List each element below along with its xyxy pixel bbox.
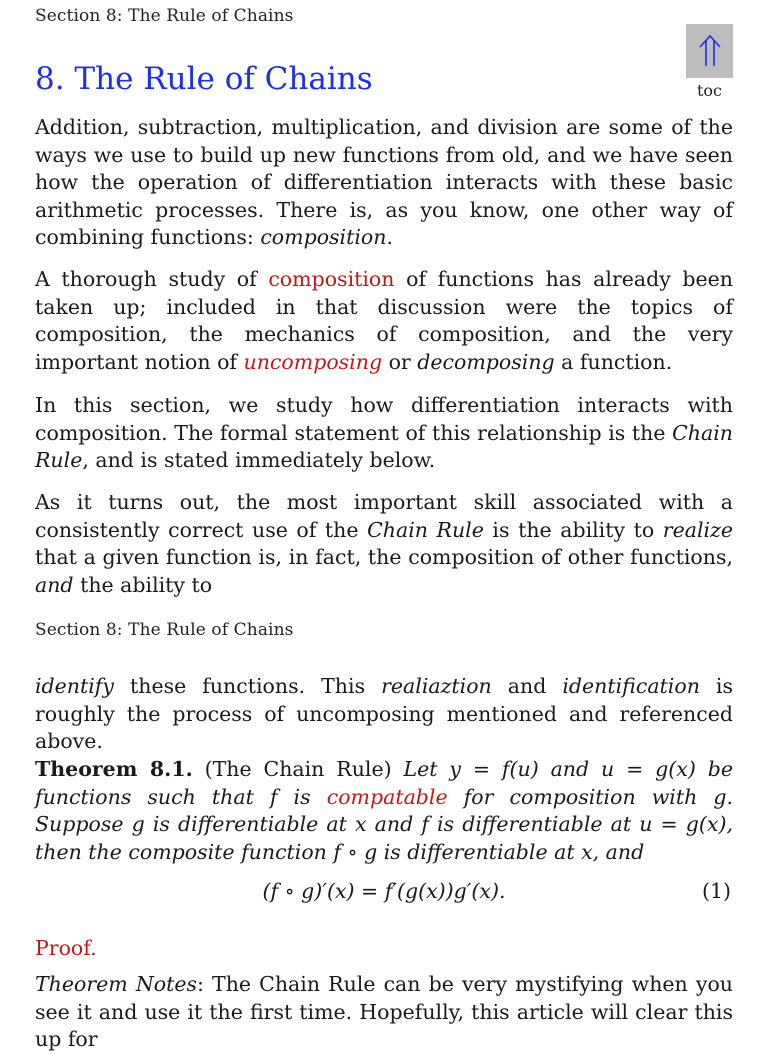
- text: that a given function is, in fact, the composition of other functions,: [35, 545, 733, 570]
- emphasis: realize: [662, 517, 733, 542]
- paragraph-skill: [35, 489, 733, 599]
- text: : The Chain Rule can be very mystifying when you see it and use it the first time. Hopefully, this article will clear this up for: [35, 972, 733, 1052]
- emphasis: decomposing: [417, 349, 555, 374]
- text: Addition, subtraction, multiplication, and division are some of the ways we use to build up new functions from old, and we have seen how the operation of differentiation interacts with these basic arithmetic processes. There is, as you know, one other way of combining functions:: [35, 115, 733, 250]
- text: As it turns out, the most important skill associated with a consistently correct use of the: [35, 490, 733, 542]
- emphasis: identify: [35, 674, 114, 698]
- uncomposing-link[interactable]: uncomposing: [243, 349, 383, 374]
- equation-body: (f ∘ g)′(x) = f′(g(x))g′(x).: [262, 879, 506, 903]
- text: these functions. This: [113, 674, 382, 698]
- text: the ability to: [73, 572, 213, 597]
- paragraph-intro: [35, 114, 733, 252]
- emphasis: realiaztion: [381, 674, 492, 698]
- section-title: 8. The Rule of Chains: [35, 61, 373, 97]
- text: is roughly the process of uncomposing mentioned and referenced above.: [35, 674, 734, 754]
- theorem-notes: [35, 971, 733, 1054]
- paragraph-section: [35, 392, 733, 475]
- theorem-statement: [35, 756, 733, 866]
- paragraph-identify: [35, 673, 733, 756]
- toc-label[interactable]: toc: [696, 81, 723, 100]
- text: In this section, we study how differentiation interacts with composition. The formal statement of this relationship is the: [35, 393, 733, 445]
- text: A thorough study of: [35, 267, 269, 291]
- running-head: Section 8: The Rule of Chains: [35, 6, 294, 26]
- emphasis: composition: [260, 225, 387, 250]
- text: and: [491, 674, 563, 698]
- paragraph-composition: [35, 266, 733, 376]
- composition-link[interactable]: composition: [268, 267, 395, 291]
- text: a function.: [554, 349, 673, 374]
- theorem-name: (The Chain Rule): [192, 757, 404, 781]
- text: , and is stated immediately below.: [82, 448, 436, 473]
- theorem-text: Let y = f(u) and u = g(x) be functions such that f is: [35, 757, 734, 809]
- equation-number: (1): [701, 879, 731, 903]
- emphasis: Theorem Notes: [35, 972, 198, 996]
- text: .: [386, 225, 393, 250]
- compatable-link[interactable]: compatable: [326, 784, 448, 809]
- text: is the ability to: [483, 517, 663, 542]
- toc-button[interactable]: [686, 24, 733, 78]
- theorem-text: for composition with g. Suppose g is differentiable at x and f is differentiable at u = g(x), then the composite function f ∘ g is differentiable at x, and: [35, 784, 733, 864]
- text: of functions has already been taken up; included in that discussion were the topics of composition, the mechanics of composition, and the very important notion of: [35, 267, 734, 374]
- emphasis: Chain Rule: [367, 517, 484, 542]
- running-head-page-2: Section 8: The Rule of Chains: [35, 620, 294, 640]
- text: or: [382, 349, 418, 374]
- proof-link[interactable]: Proof.: [35, 936, 97, 960]
- equation-1: [35, 879, 733, 909]
- emphasis: Chain Rule: [35, 420, 733, 473]
- theorem-heading: Theorem 8.1.: [35, 757, 193, 781]
- double-up-arrow-icon: [697, 34, 723, 68]
- emphasis: identification: [562, 674, 700, 698]
- emphasis: and: [35, 572, 74, 597]
